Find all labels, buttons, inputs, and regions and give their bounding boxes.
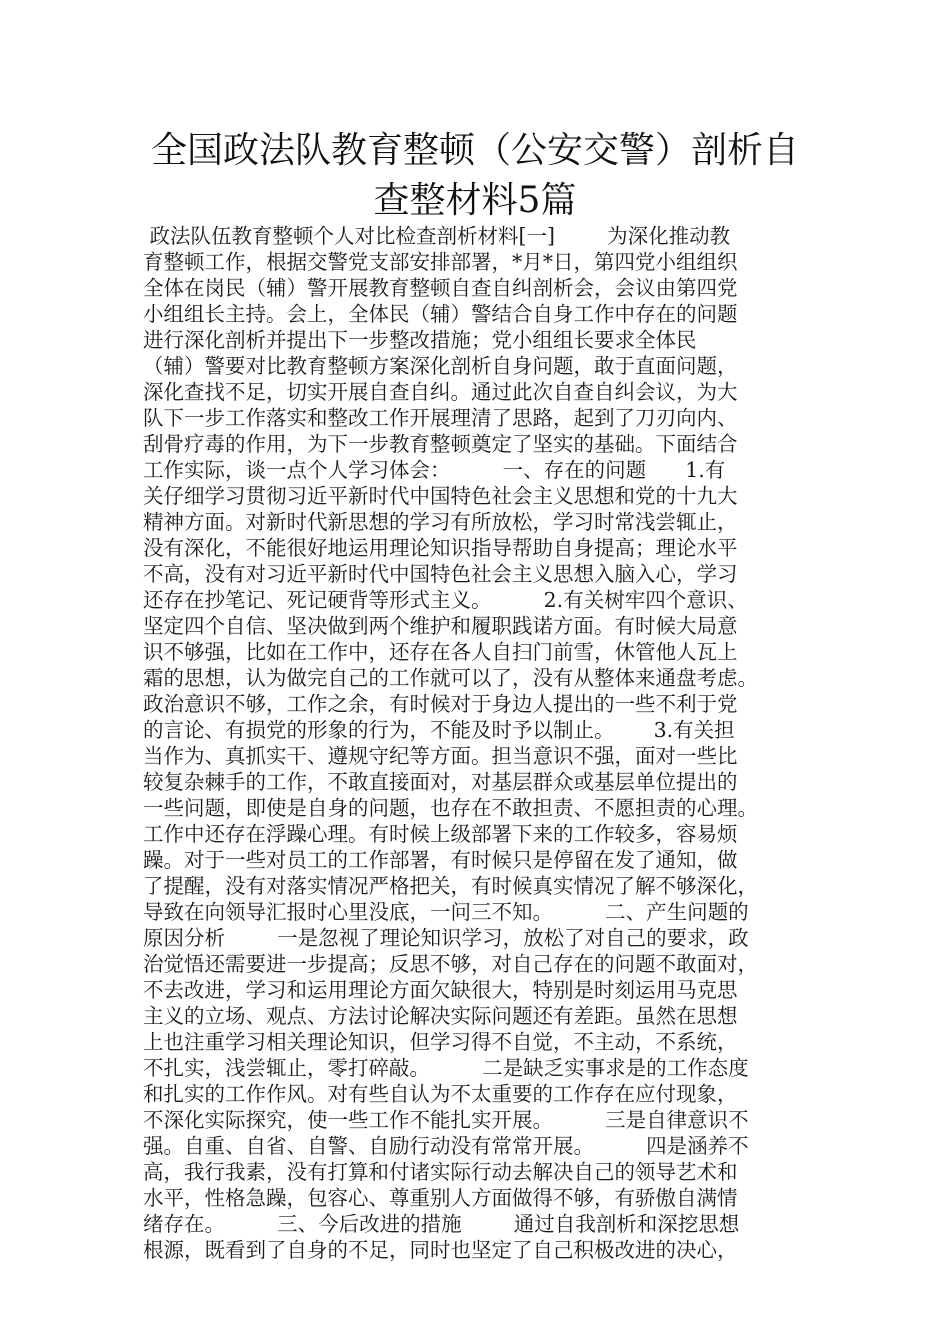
body-line: 的言论、有损党的形象的行为，不能及时予以制止。 3.有关担 xyxy=(143,718,735,742)
body-line: 小组组长主持。会上，全体民（辅）警结合自身工作中存在的问题 xyxy=(143,302,738,326)
body-line: 一些问题，即使是自身的问题，也存在不敢担责、不愿担责的心理。 xyxy=(143,796,758,820)
body-line: 关仔细学习贯彻习近平新时代中国特色社会主义思想和党的十九大 xyxy=(143,484,738,508)
body-line: 队下一步工作落实和整改工作开展理清了思路，起到了刀刃向内、 xyxy=(143,406,738,430)
body-line: 不扎实，浅尝辄止，零打碎敲。 二是缺乏实事求是的工作态度 xyxy=(143,1056,749,1080)
body-line: 还存在抄笔记、死记硬背等形式主义。 2.有关树牢四个意识、 xyxy=(143,588,748,612)
body-line: 上也注重学习相关理论知识，但学习得不自觉，不主动，不系统， xyxy=(143,1030,738,1054)
body-line: 当作为、真抓实干、遵规守纪等方面。担当意识不强，面对一些比 xyxy=(143,744,738,768)
body-line: 治觉悟还需要进一步提高；反思不够，对自己存在的问题不敢面对， xyxy=(143,952,758,976)
body-line: 精神方面。对新时代新思想的学习有所放松，学习时常浅尝辄止， xyxy=(143,510,738,534)
title-line: 查整材料5篇 xyxy=(373,180,577,221)
body-line: 不高，没有对习近平新时代中国特色社会主义思想入脑入心，学习 xyxy=(143,562,738,586)
body-line: 较复杂棘手的工作，不敢直接面对，对基层群众或基层单位提出的 xyxy=(143,770,738,794)
body-line: 了提醒，没有对落实情况严格把关，有时候真实情况了解不够深化， xyxy=(143,874,758,898)
body-line: 高，我行我素，没有打算和付诸实际行动去解决自己的领导艺术和 xyxy=(143,1160,738,1184)
body-line: 根源，既看到了自身的不足，同时也坚定了自己积极改进的决心， xyxy=(143,1238,738,1262)
body-line: 躁。对于一些对员工的工作部署，有时候只是停留在发了通知，做 xyxy=(143,848,738,872)
body-line: 工作实际，谈一点个人学习体会： 一、存在的问题 1.有 xyxy=(143,458,726,482)
body-line: 育整顿工作，根据交警党支部安排部署，*月*日，第四党小组组织 xyxy=(143,250,738,274)
body-line: 没有深化，不能很好地运用理论知识指导帮助自身提高；理论水平 xyxy=(143,536,738,560)
body-line: 工作中还存在浮躁心理。有时候上级部署下来的工作较多，容易烦 xyxy=(143,822,738,846)
body-line: 原因分析 一是忽视了理论知识学习，放松了对自己的要求，政 xyxy=(143,926,749,950)
body-line: 导致在向领导汇报时心里没底，一问三不知。 二、产生问题的 xyxy=(143,900,749,924)
body-line: 和扎实的工作作风。对有些自认为不太重要的工作存在应付现象， xyxy=(143,1082,738,1106)
body-line: 政法队伍教育整顿个人对比检查剖析材料[一] 为深化推动教 xyxy=(143,224,731,248)
body-line: 主义的立场、观点、方法讨论解决实际问题还有差距。虽然在思想 xyxy=(143,1004,738,1028)
body-line: 识不够强，比如在工作中，还存在各人自扫门前雪，休管他人瓦上 xyxy=(143,640,738,664)
body-line: （辅）警要对比教育整顿方案深化剖析自身问题，敢于直面问题， xyxy=(143,354,738,378)
body-line: 霜的思想，认为做完自己的工作就可以了，没有从整体来通盘考虑。 xyxy=(143,666,758,690)
body-line: 刮骨疗毒的作用，为下一步教育整顿奠定了坚实的基础。下面结合 xyxy=(143,432,738,456)
body-line: 政治意识不够，工作之余，有时候对于身边人提出的一些不利于党 xyxy=(143,692,738,716)
body-line: 坚定四个自信、坚决做到两个维护和履职践诺方面。有时候大局意 xyxy=(143,614,738,638)
body-line: 绪存在。 三、今后改进的措施 通过自我剖析和深挖思想 xyxy=(143,1212,740,1236)
body-line: 不去改进，学习和运用理论方面欠缺很大，特别是时刻运用马克思 xyxy=(143,978,738,1002)
body-line: 不深化实际探究，使一些工作不能扎实开展。 三是自律意识不 xyxy=(143,1108,749,1132)
body-line: 深化查找不足，切实开展自查自纠。通过此次自查自纠会议，为大 xyxy=(143,380,738,404)
document-body xyxy=(143,223,813,1263)
document-title xyxy=(120,126,830,226)
body-line: 水平，性格急躁，包容心、尊重别人方面做得不够，有骄傲自满情 xyxy=(143,1186,738,1210)
body-line: 进行深化剖析并提出下一步整改措施；党小组组长要求全体民 xyxy=(143,328,697,352)
body-line: 全体在岗民（辅）警开展教育整顿自查自纠剖析会，会议由第四党 xyxy=(143,276,738,300)
title-line: 全国政法队教育整顿（公安交警）剖析自 xyxy=(150,130,799,171)
body-line: 强。自重、自省、自警、自励行动没有常常开展。 四是涵养不 xyxy=(143,1134,749,1158)
